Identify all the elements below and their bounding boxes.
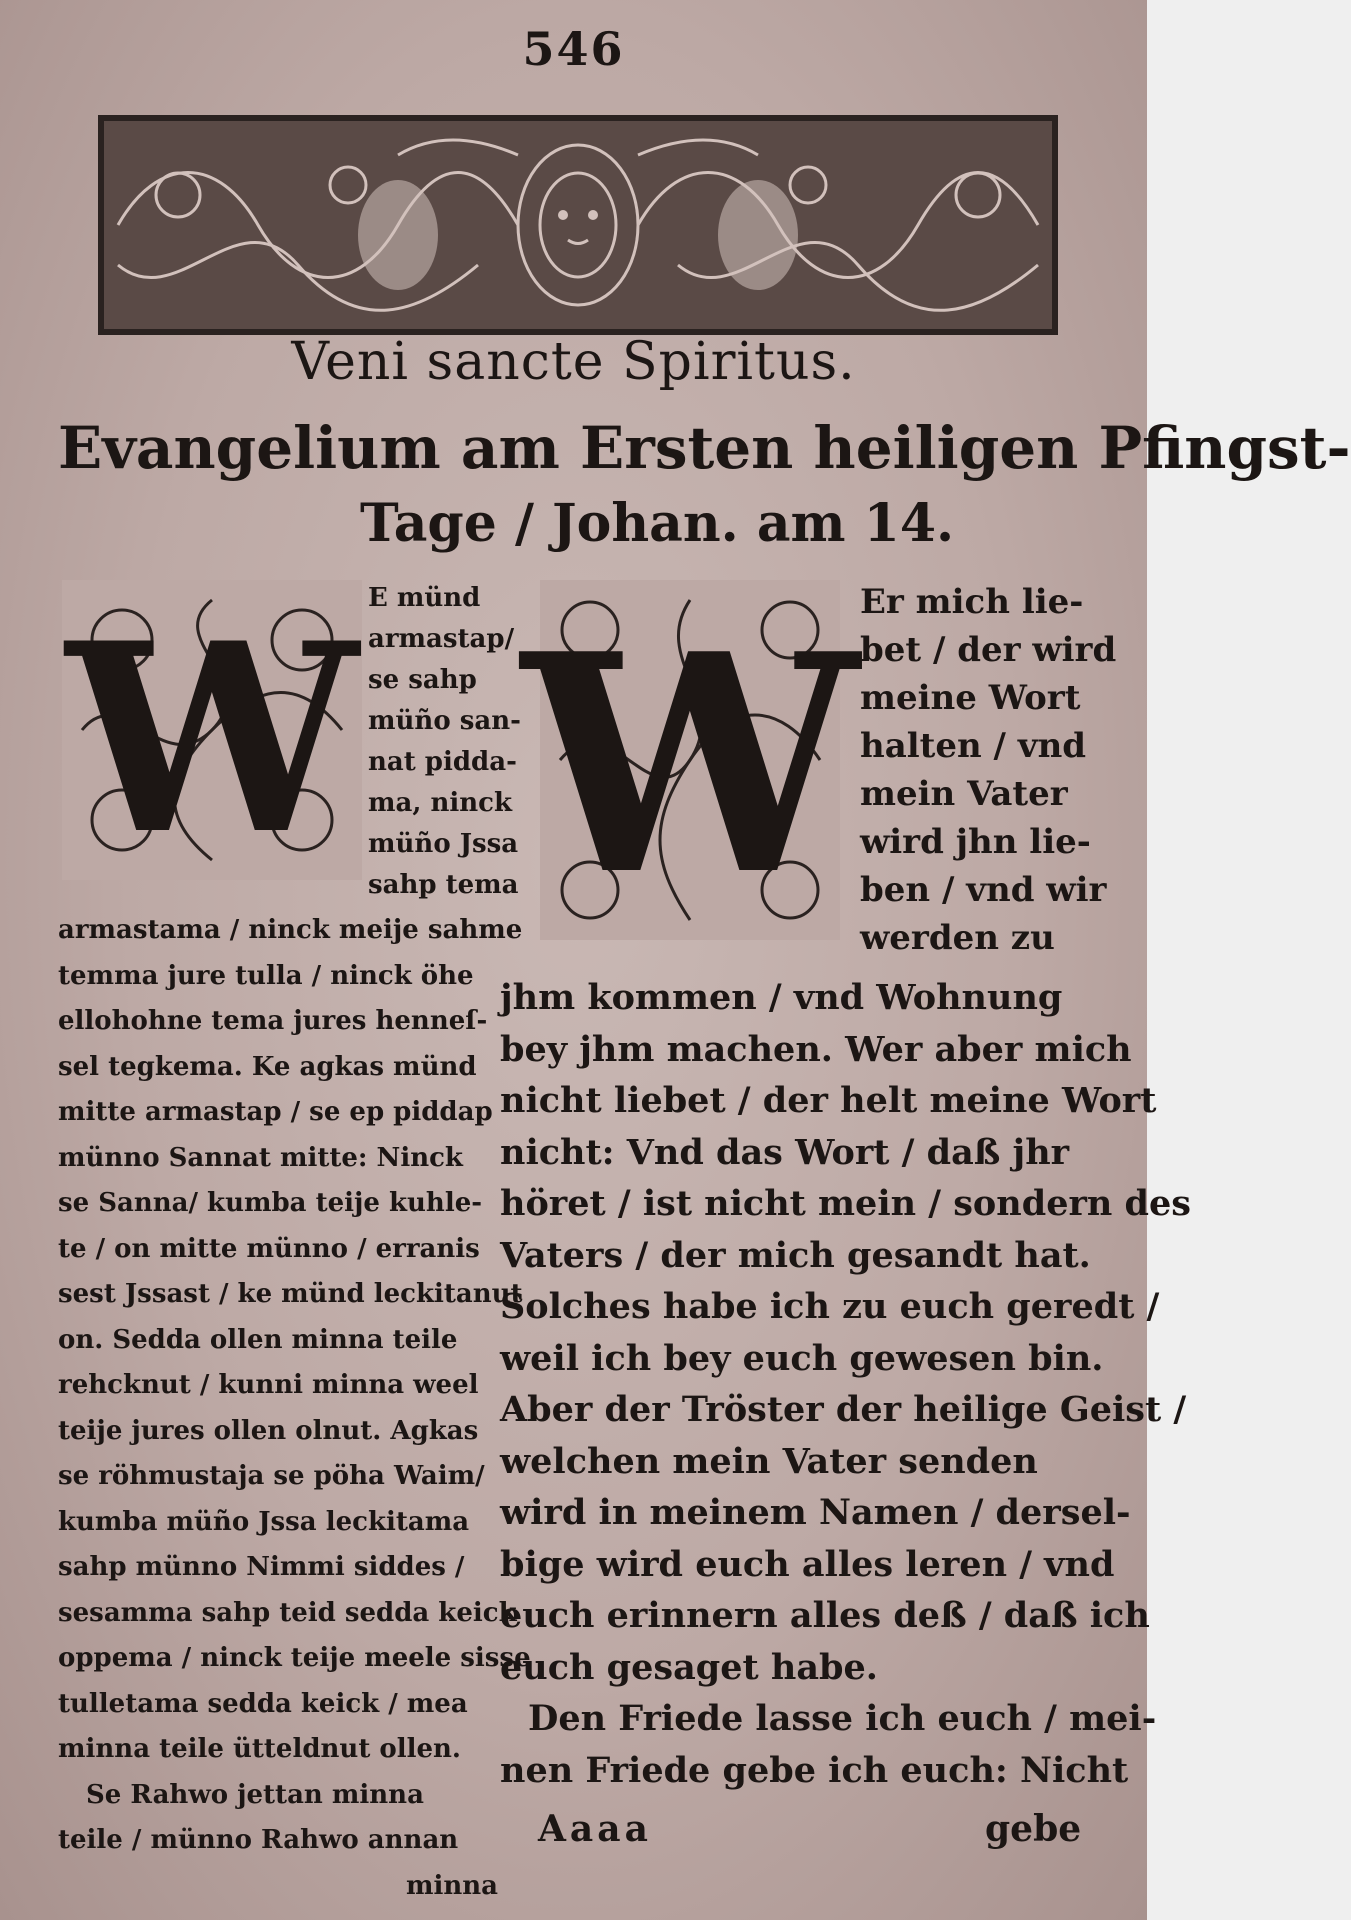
text-line: mitte armastap / se ep piddap — [58, 1097, 493, 1127]
decorated-initial-right — [521, 580, 859, 941]
estonian-text-top — [368, 578, 521, 906]
text-line: armastap/ — [368, 624, 515, 654]
text-line: sesamma sahp teid sedda keick — [58, 1597, 517, 1628]
text-line: bet / der wird — [860, 630, 1117, 670]
text-line: rehcknut / kunni minna weel — [58, 1370, 479, 1400]
text-line: münno Sannat mitte: Ninck — [58, 1142, 463, 1173]
initial-letter-ornament-icon — [521, 580, 859, 941]
decorative-headpiece — [98, 115, 1058, 335]
text-line: ben / vnd wir — [860, 870, 1107, 910]
text-line: kumba müño Jssa leckitama — [58, 1506, 470, 1537]
text-line: nicht liebet / der helt meine Wort — [500, 1080, 1157, 1121]
text-line: teije jures ollen olnut. Agkas — [58, 1415, 479, 1446]
text-line: oppema / ninck teije meele sisse — [58, 1643, 531, 1673]
text-line: Se Rahwo jettan minna — [86, 1779, 424, 1810]
text-line: armastama / ninck meije sahme — [58, 915, 523, 945]
text-line: mein Vater — [860, 774, 1068, 814]
text-line: minna — [405, 1870, 498, 1901]
text-line: bige wird euch alles leren / vnd — [500, 1543, 1115, 1585]
page-number: 546 — [522, 22, 625, 76]
text-line: se Sanna/ kumba teije kuhle- — [58, 1188, 483, 1218]
text-line: ellohohne tema jures henneſ- — [58, 1006, 488, 1036]
german-text-top — [860, 578, 1117, 962]
decorated-initial-left — [62, 580, 362, 892]
text-line: weil ich bey euch gewesen bin. — [500, 1337, 1104, 1379]
text-line: sahp tema — [368, 870, 519, 900]
text-line: nen Friede gebe ich euch: Nicht — [500, 1749, 1129, 1791]
text-line: euch gesaget habe. — [500, 1646, 878, 1688]
text-line: Solches habe ich zu euch geredt / — [500, 1286, 1160, 1327]
catchword: gebe — [985, 1808, 1082, 1850]
text-line: se röhmustaja se pöha Waim/ — [58, 1461, 485, 1491]
text-line: bey jhm machen. Wer aber mich — [500, 1028, 1132, 1070]
text-line: teile / münno Rahwo annan — [58, 1825, 459, 1855]
german-text-column — [500, 972, 1191, 1796]
text-line: Vaters / der mich gesandt hat. — [500, 1234, 1091, 1276]
text-line: temma jure tulla / ninck öhe — [58, 960, 474, 991]
text-line: meine Wort — [860, 678, 1081, 718]
text-line: müño Jssa — [368, 829, 519, 859]
text-line: minna teile ütteldnut ollen. — [58, 1734, 461, 1764]
text-line: euch erinnern alles deß / daß ich — [500, 1595, 1150, 1636]
text-line: E münd — [368, 583, 481, 613]
text-line: sel tegkema. Ke agkas münd — [58, 1051, 477, 1082]
text-line: müño san- — [368, 706, 521, 736]
signature-mark: Aaaa — [538, 1808, 652, 1850]
text-line: se sahp — [368, 665, 477, 695]
text-line: werden zu — [860, 918, 1055, 958]
text-line: ma, ninck — [368, 788, 512, 818]
estonian-text-column — [58, 908, 531, 1909]
text-line: wird jhn lie- — [860, 822, 1091, 862]
text-line: nat pidda- — [368, 747, 517, 777]
text-line: sahp münno Nimmi siddes / — [58, 1552, 465, 1582]
text-line: wird in meinem Namen / dersel- — [500, 1492, 1131, 1533]
text-line: Er mich lie- — [860, 582, 1084, 622]
hymn-subtitle: Veni sancte Spiritus. — [291, 332, 856, 392]
text-line: halten / vnd — [860, 726, 1087, 766]
text-line: on. Sedda ollen minna teile — [58, 1324, 458, 1355]
chapter-heading-reference: Tage / Johan. am 14. — [360, 493, 955, 554]
initial-letter: W — [521, 588, 859, 941]
text-line: nicht: Vnd das Wort / daß jhr — [500, 1131, 1070, 1173]
text-line: sest Jssast / ke münd leckitanut — [58, 1279, 523, 1309]
text-line: welchen mein Vater senden — [500, 1440, 1038, 1482]
text-line: Aber der Tröster der heilige Geist / — [500, 1389, 1187, 1430]
initial-letter: W — [66, 587, 358, 892]
text-line: Den Friede lasse ich euch / mei- — [528, 1698, 1157, 1739]
text-line: höret / ist nicht mein / sondern des — [500, 1183, 1191, 1224]
headpiece-ornament-icon — [98, 115, 1058, 335]
text-line: tulletama sedda keick / mea — [58, 1688, 468, 1719]
text-line: jhm kommen / vnd Wohnung — [500, 977, 1063, 1018]
initial-letter-ornament-icon — [62, 580, 362, 892]
chapter-heading: Evangelium am Ersten heiligen Pfingst- — [58, 414, 1351, 482]
text-line: te / on mitte münno / erranis — [58, 1233, 480, 1264]
